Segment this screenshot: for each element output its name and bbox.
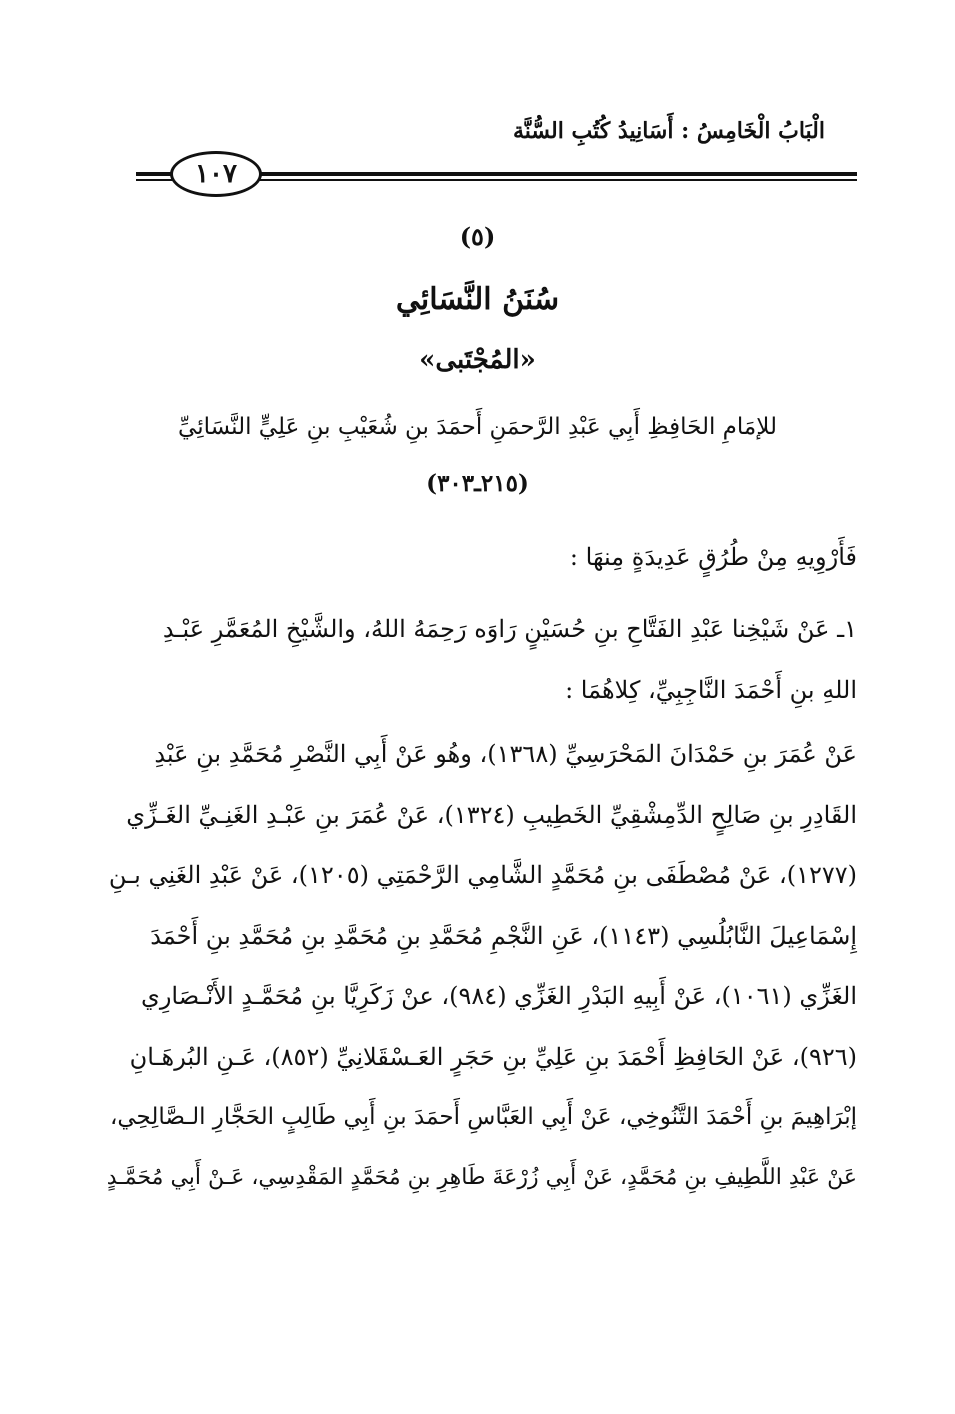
author-dates: (٢١٥ـ٣٠٣) [426,470,529,497]
book-subtitle: «المُجْتَبى» [419,345,536,375]
page-number: ١٠٧ [170,151,262,197]
text-line: الغَزِّي (١٠٦١)، عَنْ أَبِيهِ البَدْرِ الغَزِّي (٩٨٤)، عنْ زَكَرِيَّا بنِ مُحَمَّـدٍ الأَنْـصَارِي [141,982,857,1010]
text-line: القَادِرِ بنِ صَالِحٍ الدِّمِشْقِيِّ الخَطِيبِ (١٣٢٤)، عَنْ عُمَرَ بنِ عَبْـدِ الغَنِـيِّ الغَـزِّي [126,800,857,829]
book-title: سُنَنُ النَّسَائِي [395,282,560,317]
text-line: فَأَرْوِيهِ مِنْ طُرُقٍ عَدِيدَةٍ مِنهَا : [569,543,857,571]
text-line: (٩٢٦)، عَنْ الحَافِظِ أَحْمَدَ بنِ عَلِيِّ بنِ حَجَرٍ العَـسْقَلانِيِّ (٨٥٢)، عَـنِ البُرهَـانِ [129,1042,857,1071]
section-number: (٥) [459,222,496,251]
item-1-paragraph [97,599,857,720]
running-header: الْبَابُ الْخَامِسُ : أَسَانِيدُ كُتُبِ السُّنَّة [513,118,825,144]
author-line: للإمَامِ الحَافِظِ أَبِي عَبْدِ الرَّحمَنِ أَحمَدَ بنِ شُعَيْبِ بنِ عَلِيٍّ النَّسَائِيِّ [178,414,777,440]
text-line: إِسْمَاعِيلَ النَّابُلُسِي (١١٤٣)، عَنِ النَّجْمِ مُحَمَّدِ بنِ مُحَمَّدِ بنِ مُحَمَّدِ بنِ أَحْمَدَ [150,921,857,950]
text-line: اللهِ بنِ أَحْمَدَ النَّاجِبِيِّ، كِلاهُمَا : [565,675,857,704]
text-line: عَنْ عُمَرَ بنِ حَمْدَانَ المَحْرَسِيِّ (١٣٦٨)، وهُو عَنْ أَبِي النَّصْرِ مُحَمَّدِ بنِ عَبْدِ [154,740,857,768]
intro-paragraph [97,527,857,588]
chain-paragraph [97,724,857,1208]
text-line: إبْرَاهِيمَ بنِ أَحْمَدَ التَّنُوخِي، عَنْ أَبِي العَبَّاسِ أَحمَدَ بنِ أَبِي طَالِبٍ الحَجَّارِ الـصَّالِحِي، [109,1104,857,1130]
text-line: عَنْ عَبْدِ اللَّطِيفِ بنِ مُحَمَّدٍ، عَنْ أَبِي زُرْعَةَ طَاهِرِ بنِ مُحَمَّدٍ المَقْدِسِي، عَـنْ أَبِي مُحَمَّـدٍ [106,1164,857,1190]
text-line: (١٢٧٧)، عَنْ مُصْطَفَى بنِ مُحَمَّدٍ الشَّامِي الرَّحْمَتِي (١٢٠٥)، عَنْ عَبْدِ الغَنِي بـنِ [108,861,857,889]
text-line: ١ـ عَنْ شَيْخِنا عَبْدِ الفَتَّاحِ بنِ حُسَيْنٍ رَاوَه رَحِمَهُ اللهُ، والشَّيْخِ المُعَمَّرِ عَبْـدِ [162,615,857,643]
